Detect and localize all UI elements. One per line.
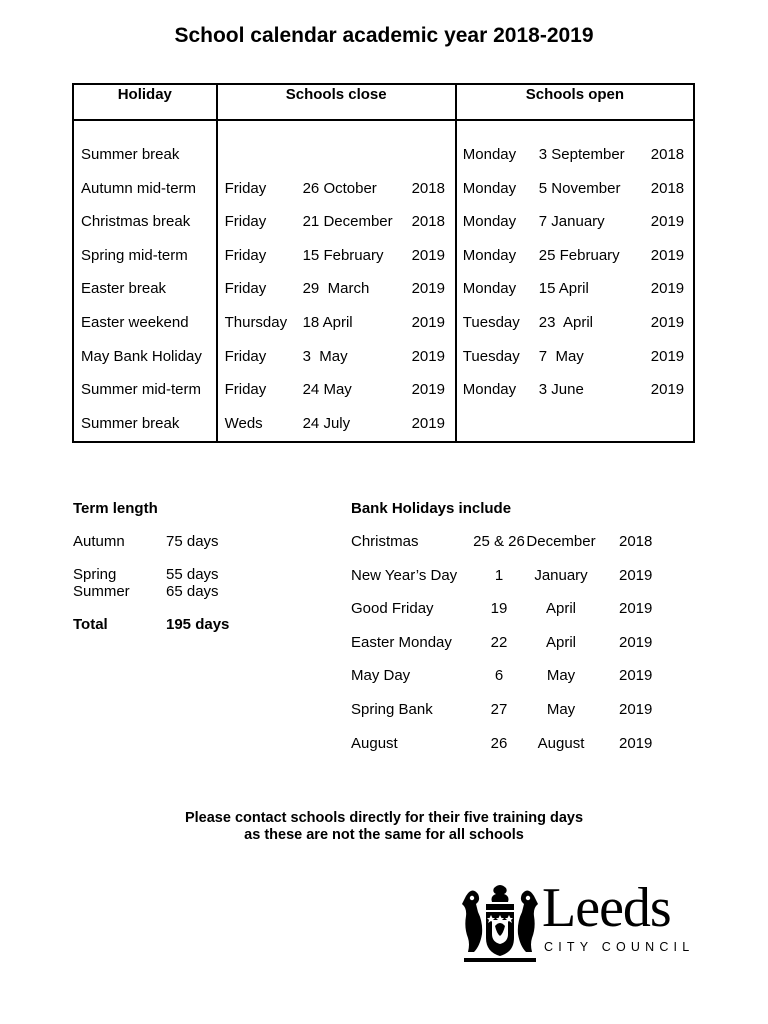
list-item: Easter Monday 22 April 2019 <box>351 633 653 651</box>
open-year: 2018 <box>650 146 685 163</box>
close-year: 2019 <box>411 414 445 432</box>
open-year: 2019 <box>650 280 685 298</box>
holiday-cell <box>73 273 217 307</box>
notice-line-2: as these are not the same for all schools <box>244 827 524 843</box>
bank-holiday-year: 2019 <box>619 566 653 584</box>
open-cell <box>456 240 694 274</box>
open-date: 5 November <box>538 179 621 197</box>
open-day: Monday <box>462 179 517 197</box>
term-spring-label: Spring <box>73 566 117 583</box>
list-item: August 26 August 2019 <box>351 734 653 752</box>
holiday-cell <box>73 139 217 173</box>
open-year: 2019 <box>650 381 685 399</box>
holiday-name: Easter break <box>81 280 167 298</box>
term-autumn-label: Autumn <box>73 533 125 550</box>
header-schools-open: Schools open <box>456 84 694 120</box>
open-date: 25 February <box>538 246 620 264</box>
close-date: 26 October <box>302 179 377 197</box>
close-cell <box>217 206 456 240</box>
table-row <box>73 173 694 207</box>
term-summer-days: 65 days <box>166 583 219 600</box>
open-cell <box>456 374 694 408</box>
open-day: Monday <box>462 280 517 298</box>
holiday-table <box>72 83 695 443</box>
bank-holiday-name: Spring Bank <box>351 700 433 718</box>
logo-subtitle: CITY COUNCIL <box>544 940 695 954</box>
close-cell <box>217 374 456 408</box>
close-day: Friday <box>224 347 267 365</box>
leeds-city-council-logo <box>460 877 700 964</box>
open-cell <box>456 307 694 341</box>
close-day: Friday <box>224 179 267 197</box>
close-year: 2019 <box>411 347 445 365</box>
close-date: 24 May <box>302 381 352 399</box>
table-body <box>73 120 694 442</box>
close-cell <box>217 139 456 173</box>
close-year: 2019 <box>411 280 445 298</box>
table-row <box>73 341 694 375</box>
bank-holidays-section <box>351 500 691 755</box>
list-item: New Year’s Day 1 January 2019 <box>351 566 653 584</box>
close-date: 29 March <box>302 280 370 298</box>
holiday-name: Christmas break <box>81 213 191 231</box>
open-day: Monday <box>462 146 517 163</box>
open-date: 15 April <box>538 280 589 298</box>
bank-holidays-list <box>351 533 691 755</box>
holiday-name: Summer mid-term <box>81 381 202 399</box>
bank-holidays-heading: Bank Holidays include <box>351 500 512 517</box>
bank-holiday-year: 2019 <box>619 633 653 651</box>
term-length-section <box>73 500 313 636</box>
term-length-heading: Term length <box>73 500 158 517</box>
bank-holiday-name: Christmas <box>351 533 419 550</box>
close-year: 2019 <box>411 381 445 399</box>
open-cell <box>456 206 694 240</box>
bank-holiday-name: August <box>351 734 398 752</box>
holiday-cell <box>73 307 217 341</box>
header-schools-close: Schools close <box>217 84 456 120</box>
open-day: Monday <box>462 381 517 399</box>
bank-holiday-name: May Day <box>351 667 411 685</box>
notice-line-1: Please contact schools directly for their five training days <box>184 810 584 826</box>
open-day: Tuesday <box>462 313 520 331</box>
training-days-notice <box>0 810 768 844</box>
close-cell <box>217 240 456 274</box>
holiday-name: Autumn mid-term <box>81 179 197 197</box>
open-cell <box>456 273 694 307</box>
close-year: 2019 <box>411 313 445 331</box>
term-total-days: 195 days <box>166 616 230 633</box>
close-date: 15 February <box>302 246 384 264</box>
open-cell <box>456 341 694 375</box>
close-day: Friday <box>224 381 267 399</box>
close-date: 3 May <box>302 347 348 365</box>
close-cell <box>217 408 456 443</box>
open-day: Monday <box>462 213 517 231</box>
open-date: 7 May <box>538 347 584 365</box>
bank-holiday-year: 2019 <box>619 667 653 685</box>
table-row <box>73 374 694 408</box>
holiday-cell <box>73 206 217 240</box>
holiday-cell <box>73 341 217 375</box>
term-spring-days: 55 days <box>166 566 219 583</box>
open-date: 3 June <box>538 381 584 399</box>
close-cell <box>217 173 456 207</box>
open-day: Tuesday <box>462 347 520 365</box>
bank-holiday-year: 2019 <box>619 700 653 718</box>
bank-holiday-year: 2019 <box>619 600 653 618</box>
close-date: 18 April <box>302 313 353 331</box>
holiday-name: Summer break <box>81 146 180 163</box>
bank-holiday-year: 2018 <box>619 533 653 550</box>
close-day: Friday <box>224 246 267 264</box>
holiday-name: Spring mid-term <box>81 246 188 264</box>
holiday-name: May Bank Holiday <box>81 347 202 365</box>
list-item: Spring Bank 27 May 2019 <box>351 700 653 718</box>
page-title: School calendar academic year 2018-2019 <box>174 24 594 47</box>
holiday-name: Summer break <box>81 414 180 432</box>
holiday-cell <box>73 408 217 443</box>
holiday-name: Easter weekend <box>81 313 189 331</box>
coat-of-arms-icon <box>460 884 540 964</box>
close-year: 2018 <box>411 213 445 231</box>
holiday-cell <box>73 374 217 408</box>
holiday-cell <box>73 173 217 207</box>
close-year: 2019 <box>411 246 445 264</box>
close-date: 24 July <box>302 414 351 432</box>
table-header-row <box>73 84 694 120</box>
open-year: 2018 <box>650 179 685 197</box>
close-cell <box>217 307 456 341</box>
close-day: Friday <box>224 280 267 298</box>
bank-holiday-name: Good Friday <box>351 600 434 618</box>
list-item: Good Friday 19 April 2019 <box>351 600 653 618</box>
bank-holiday-name: New Year’s Day <box>351 566 458 584</box>
open-date: 3 September <box>538 146 625 163</box>
open-date: 23 April <box>538 313 593 331</box>
logo-wordmark: Leeds <box>542 877 671 939</box>
open-year: 2019 <box>650 213 685 231</box>
close-day: Thursday <box>224 313 288 331</box>
table-row <box>73 307 694 341</box>
bank-holiday-year: 2019 <box>619 734 653 752</box>
close-year: 2018 <box>411 179 445 197</box>
table-row <box>73 206 694 240</box>
term-autumn-days: 75 days <box>166 533 219 550</box>
list-item: Christmas 25 & 26 December 2018 <box>351 533 653 550</box>
close-cell <box>217 341 456 375</box>
bank-holiday-name: Easter Monday <box>351 633 452 651</box>
open-year: 2019 <box>650 246 685 264</box>
list-item: May Day 6 May 2019 <box>351 667 653 685</box>
close-day: Weds <box>224 414 263 432</box>
table-row <box>73 408 694 443</box>
term-total-label: Total <box>73 616 108 633</box>
holiday-cell <box>73 240 217 274</box>
open-cell <box>456 408 694 443</box>
table-row <box>73 273 694 307</box>
term-summer-label: Summer <box>73 583 130 600</box>
open-cell <box>456 139 694 173</box>
close-day: Friday <box>224 213 267 231</box>
open-date: 7 January <box>538 213 605 231</box>
table-row <box>73 240 694 274</box>
close-date: 21 December <box>302 213 393 231</box>
table-row <box>73 139 694 173</box>
open-day: Monday <box>462 246 517 264</box>
header-holiday: Holiday <box>73 84 217 120</box>
open-year: 2019 <box>650 313 685 331</box>
open-cell <box>456 173 694 207</box>
table-spacer-row <box>73 120 694 139</box>
close-cell <box>217 273 456 307</box>
open-year: 2019 <box>650 347 685 365</box>
